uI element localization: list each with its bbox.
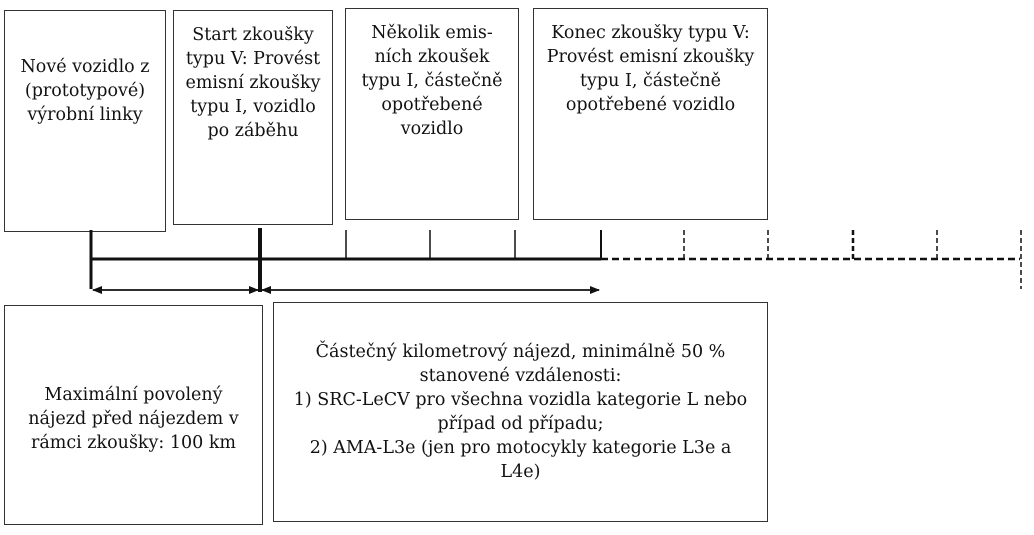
partial-mileage-label: Částečný kilometrový nájezd, minimálně 50 % stanovené vzdálenosti: 1) SRC-LeCV pro všechna vozidla kategorie L nebo případ od případu; 2) AMA-L3e (jen pro motocykly kategorie L3e a L4e) <box>293 342 748 482</box>
several-tests-label: Několik emis- ních zkoušek typu I, částečně opotřebené vozidlo <box>361 23 503 139</box>
new-vehicle-label: Nové vozidlo z (prototypové) výrobní linky <box>20 57 150 125</box>
max-mileage-label: Maximální povolený nájezd před nájezdem v rámci zkoušky: 100 km <box>28 385 239 453</box>
start-test-label: Start zkoušky typu V: Provést emisní zkoušky typu I, vozidlo po záběhu <box>185 25 321 141</box>
end-test-label: Konec zkoušky typu V: Provést emisní zkoušky typu I, částečně opotřebené vozidlo <box>546 23 755 115</box>
